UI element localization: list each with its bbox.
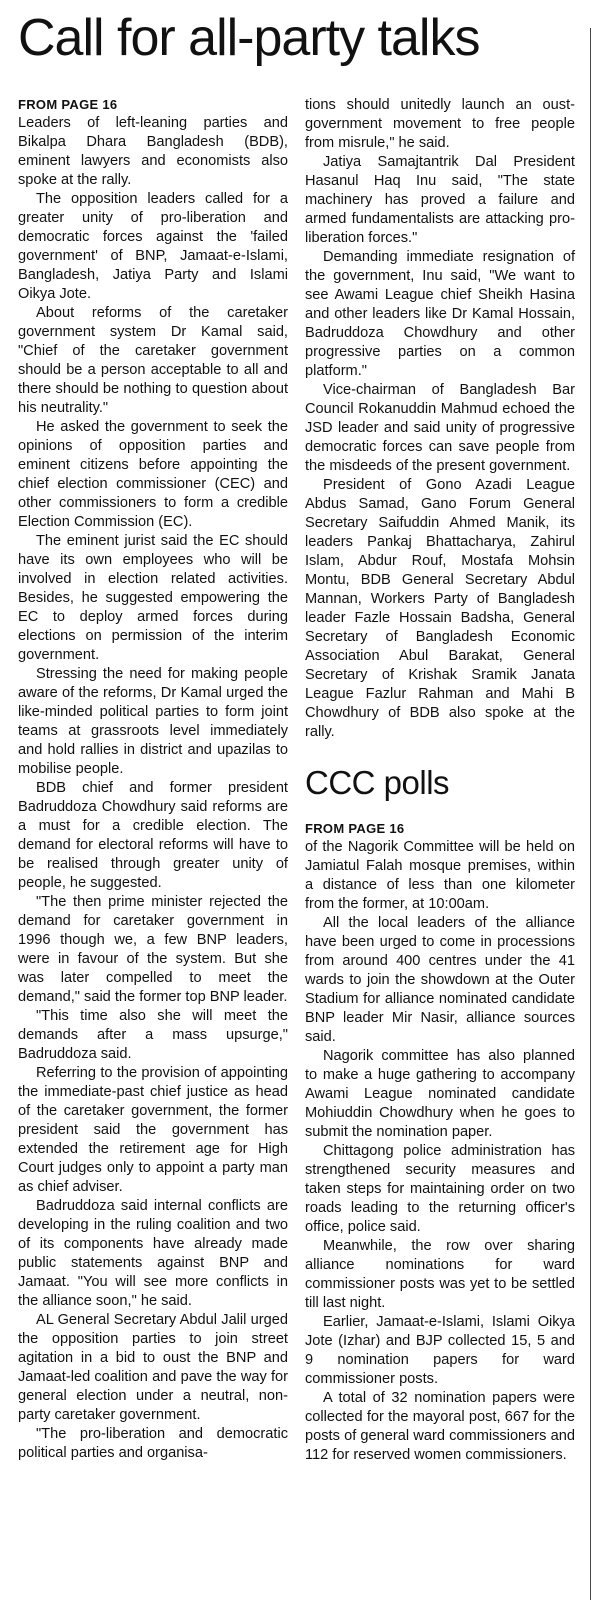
paragraph: "The pro-liberation and democratic political parties and organisa- [18,1426,288,1461]
paragraph: Referring to the provision of appointing the immediate-past chief justice as head of the caretaker government, the former president said the government has extended the retirement age for High Court judges only to appoint a party man as chief adviser. [18,1065,288,1195]
paragraph: Nagorik committee has also planned to make a huge gathering to accompany Awami League nominated candidate Mohiuddin Chowdhury when he goes to submit the nomination paper. [305,1048,575,1140]
paragraph: Leaders of left-leaning parties and Bikalpa Dhara Bangladesh (BDB), eminent lawyers and economists also spoke at the rally. [18,115,288,188]
paragraph: He asked the government to seek the opinions of opposition parties and eminent citizens before appointing the chief election commissioner (CEC) and other commissioners to form a credible Election Commission (EC). [18,419,288,530]
paragraph: Meanwhile, the row over sharing alliance nominations for ward commissioner posts was yet to be settled till last night. [305,1238,575,1311]
kicker-from-page: FROM PAGE 16 [305,821,405,836]
paragraph: BDB chief and former president Badruddoza Chowdhury said reforms are a must for a credible election. The demand for electoral reforms will have to be realised through greater unity of people, he suggested. [18,780,288,891]
paragraph: AL General Secretary Abdul Jalil urged the opposition parties to join street agitation in a bid to oust the BNP and Jamaat-led coalition and pave the way for general election under a neutral, non-party caretaker government. [18,1312,288,1423]
paragraph: Chittagong police administration has strengthened security measures and taken steps for maintaining order on two roads leading to the returning officer's office, police said. [305,1143,575,1235]
paragraph: The eminent jurist said the EC should have its own employees who will be involved in election related activities. Besides, he suggested empowering the EC to deploy armed forces during elections on permission of the interim government. [18,533,288,663]
page-headline: Call for all-party talks [18,9,480,67]
article-column-right [305,96,575,742]
paragraph: Stressing the need for making people aware of the reforms, Dr Kamal urged the like-minded political parties to form joint teams at grassroots level immediately and hold rallies in district and upazilas to mobilise people. [18,666,288,777]
paragraph: "The then prime minister rejected the demand for caretaker government in 1996 though we, a few BNP leaders, were in favour of the system. But she was later compelled to meet the demand," said the former top BNP leader. [18,894,288,1005]
paragraph: "This time also she will meet the demands after a mass upsurge," Badruddoza said. [18,1008,288,1062]
second-article-column [305,820,575,1465]
column-rule-divider [590,28,591,1600]
paragraph: The opposition leaders called for a greater unity of pro-liberation and democratic forces against the 'failed government' of BNP, Jamaat-e-Islami, Bangladesh, Jatiya Party and Islami Oikya Jote. [18,191,288,302]
paragraph: Badruddoza said internal conflicts are developing in the ruling coalition and two of its components have already made public statements against BNP and Jamaat. "You will see more conflicts in the alliance soon," he said. [18,1198,288,1309]
kicker-from-page: FROM PAGE 16 [18,97,118,112]
paragraph: Earlier, Jamaat-e-Islami, Islami Oikya Jote (Izhar) and BJP collected 15, 5 and 9 nomination papers for ward commissioner posts. [305,1314,575,1387]
paragraph: All the local leaders of the alliance have been urged to come in processions from around 400 centres under the 41 wards to join the showdown at the Outer Stadium for alliance nominated candidate BNP leader Mir Nasir, alliance sources said. [305,915,575,1045]
paragraph: About reforms of the caretaker government system Dr Kamal said, "Chief of the caretaker government should be a person acceptable to all and there should be nothing to question about his neutrality." [18,305,288,416]
paragraph: A total of 32 nomination papers were collected for the mayoral post, 667 for the posts of general ward commissioners and 112 for reserved women commissioners. [305,1390,575,1463]
paragraph: Vice-chairman of Bangladesh Bar Council Rokanuddin Mahmud echoed the JSD leader and said unity of progressive democratic forces can save people from the misdeeds of the present government. [305,382,575,474]
second-article-headline: CCC polls [305,764,450,801]
article-column-left [18,96,288,1463]
paragraph: Demanding immediate resignation of the government, Inu said, "We want to see Awami League chief Sheikh Hasina and other leaders like Dr Kamal Hossain, Badruddoza Chowdhury and other progressive parties on a common platform." [305,249,575,379]
paragraph: of the Nagorik Committee will be held on Jamiatul Falah mosque premises, within a distance of less than one kilometer from the former, at 10:00am. [305,839,575,912]
paragraph: tions should unitedly launch an oust-government movement to free people from misrule," he said. [305,97,575,151]
paragraph: Jatiya Samajtantrik Dal President Hasanul Haq Inu said, "The state machinery has proved a failure and armed fundamentalists are attacking pro-liberation forces." [305,154,575,246]
paragraph: President of Gono Azadi League Abdus Samad, Gano Forum General Secretary Saifuddin Ahmed Manik, its leaders Pankaj Bhattacharya, Zahirul Islam, Abdur Rouf, Mostafa Mohsin Montu, BDB General Secretary Abdul Mannan, Workers Party of Bangladesh leader Fazle Hossain Badsha, General Secretary of Bangladesh Economic Association Abul Barakat, General Secretary of Krishak Sramik Janata League Fazlur Rahman and Mahi B Chowdhury of BDB also spoke at the rally. [305,477,575,740]
